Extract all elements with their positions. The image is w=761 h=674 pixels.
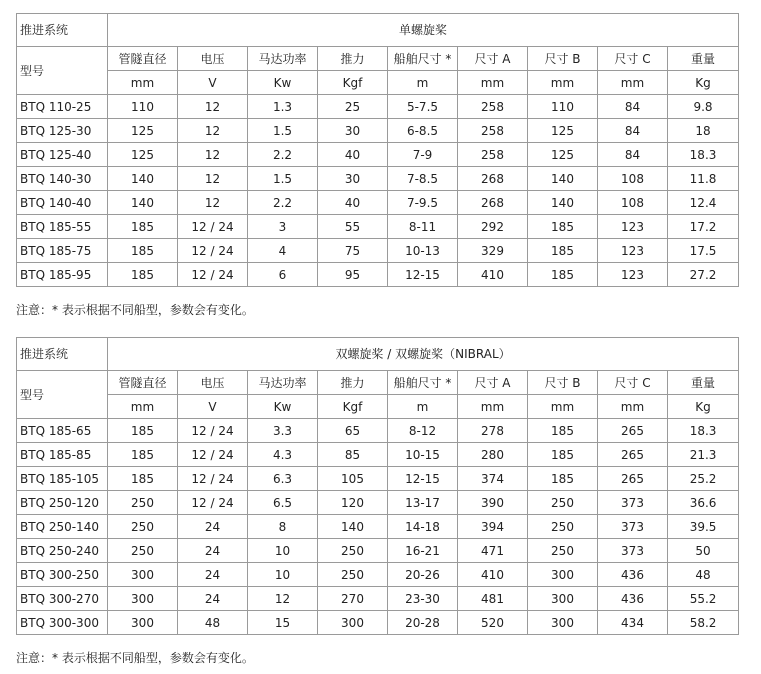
value-cell: 250 — [528, 539, 598, 563]
twin-propeller-spec-table — [16, 337, 739, 635]
value-cell: 394 — [458, 515, 528, 539]
unit-cell: mm — [108, 71, 178, 95]
model-cell: BTQ 300-250 — [17, 563, 108, 587]
value-cell: 1.5 — [248, 167, 318, 191]
table-row — [17, 191, 739, 215]
value-cell: 250 — [108, 491, 178, 515]
value-cell: 105 — [318, 467, 388, 491]
value-cell: 20-26 — [388, 563, 458, 587]
value-cell: 373 — [598, 491, 668, 515]
value-cell: 185 — [528, 239, 598, 263]
value-cell: 25.2 — [668, 467, 739, 491]
column-header: 重量 — [668, 47, 739, 71]
value-cell: 16-21 — [388, 539, 458, 563]
model-cell: BTQ 250-120 — [17, 491, 108, 515]
unit-cell: Kw — [248, 395, 318, 419]
unit-cell: mm — [598, 71, 668, 95]
value-cell: 268 — [458, 191, 528, 215]
value-cell: 24 — [178, 515, 248, 539]
table-row — [17, 95, 739, 119]
value-cell: 12 — [178, 143, 248, 167]
unit-cell: mm — [598, 395, 668, 419]
value-cell: 123 — [598, 239, 668, 263]
value-cell: 300 — [108, 611, 178, 635]
unit-row — [17, 71, 739, 95]
group-title: 双螺旋桨 / 双螺旋桨（NIBRAL） — [108, 338, 739, 371]
value-cell: 15 — [248, 611, 318, 635]
value-cell: 3.3 — [248, 419, 318, 443]
value-cell: 280 — [458, 443, 528, 467]
value-cell: 265 — [598, 467, 668, 491]
table-row — [17, 587, 739, 611]
value-cell: 1.3 — [248, 95, 318, 119]
column-header: 管隧直径 — [108, 47, 178, 71]
unit-cell: Kgf — [318, 71, 388, 95]
value-cell: 185 — [108, 467, 178, 491]
header-row — [17, 338, 739, 371]
value-cell: 18.3 — [668, 143, 739, 167]
value-cell: 7-9 — [388, 143, 458, 167]
value-cell: 108 — [598, 167, 668, 191]
value-cell: 25 — [318, 95, 388, 119]
table-row — [17, 539, 739, 563]
value-cell: 17.2 — [668, 215, 739, 239]
value-cell: 8-11 — [388, 215, 458, 239]
value-cell: 50 — [668, 539, 739, 563]
value-cell: 108 — [598, 191, 668, 215]
unit-cell: mm — [108, 395, 178, 419]
column-header: 电压 — [178, 47, 248, 71]
value-cell: 10-15 — [388, 443, 458, 467]
footnote: 注意：* 表示根据不同船型，参数会有变化。 — [16, 303, 254, 317]
value-cell: 30 — [318, 167, 388, 191]
value-cell: 10 — [248, 539, 318, 563]
model-cell: BTQ 300-300 — [17, 611, 108, 635]
value-cell: 40 — [318, 143, 388, 167]
value-cell: 95 — [318, 263, 388, 287]
header-row — [17, 14, 739, 47]
column-header: 尺寸 B — [528, 371, 598, 395]
value-cell: 1.5 — [248, 119, 318, 143]
value-cell: 12 — [178, 95, 248, 119]
value-cell: 373 — [598, 515, 668, 539]
value-cell: 5-7.5 — [388, 95, 458, 119]
value-cell: 258 — [458, 143, 528, 167]
value-cell: 258 — [458, 119, 528, 143]
single-propeller-spec-table — [16, 13, 739, 287]
value-cell: 436 — [598, 587, 668, 611]
value-cell: 125 — [528, 119, 598, 143]
model-cell: BTQ 250-240 — [17, 539, 108, 563]
column-header: 电压 — [178, 371, 248, 395]
value-cell: 84 — [598, 143, 668, 167]
value-cell: 4 — [248, 239, 318, 263]
table-row — [17, 515, 739, 539]
value-cell: 10 — [248, 563, 318, 587]
unit-cell: V — [178, 395, 248, 419]
unit-cell: mm — [528, 71, 598, 95]
value-cell: 12 / 24 — [178, 263, 248, 287]
value-cell: 410 — [458, 563, 528, 587]
column-header: 尺寸 C — [598, 371, 668, 395]
value-cell: 292 — [458, 215, 528, 239]
value-cell: 6-8.5 — [388, 119, 458, 143]
value-cell: 58.2 — [668, 611, 739, 635]
value-cell: 374 — [458, 467, 528, 491]
value-cell: 390 — [458, 491, 528, 515]
unit-cell: Kg — [668, 395, 739, 419]
value-cell: 6 — [248, 263, 318, 287]
value-cell: 55 — [318, 215, 388, 239]
value-cell: 520 — [458, 611, 528, 635]
column-header: 马达功率 — [248, 371, 318, 395]
column-header: 尺寸 B — [528, 47, 598, 71]
value-cell: 84 — [598, 95, 668, 119]
value-cell: 250 — [528, 515, 598, 539]
value-cell: 23-30 — [388, 587, 458, 611]
value-cell: 436 — [598, 563, 668, 587]
column-header: 尺寸 C — [598, 47, 668, 71]
model-cell: BTQ 185-95 — [17, 263, 108, 287]
value-cell: 185 — [528, 443, 598, 467]
value-cell: 12.4 — [668, 191, 739, 215]
value-cell: 8 — [248, 515, 318, 539]
value-cell: 140 — [108, 167, 178, 191]
value-cell: 12 — [178, 119, 248, 143]
value-cell: 300 — [108, 563, 178, 587]
value-cell: 12 / 24 — [178, 467, 248, 491]
value-cell: 3 — [248, 215, 318, 239]
table-row — [17, 263, 739, 287]
value-cell: 250 — [318, 539, 388, 563]
value-cell: 4.3 — [248, 443, 318, 467]
value-cell: 84 — [598, 119, 668, 143]
value-cell: 48 — [668, 563, 739, 587]
value-cell: 300 — [318, 611, 388, 635]
value-cell: 300 — [528, 611, 598, 635]
value-cell: 6.3 — [248, 467, 318, 491]
value-cell: 120 — [318, 491, 388, 515]
value-cell: 12 — [248, 587, 318, 611]
value-cell: 278 — [458, 419, 528, 443]
value-cell: 7-9.5 — [388, 191, 458, 215]
value-cell: 434 — [598, 611, 668, 635]
value-cell: 18.3 — [668, 419, 739, 443]
value-cell: 185 — [528, 263, 598, 287]
model-cell: BTQ 125-30 — [17, 119, 108, 143]
value-cell: 125 — [528, 143, 598, 167]
value-cell: 24 — [178, 563, 248, 587]
unit-cell: m — [388, 395, 458, 419]
value-cell: 12 / 24 — [178, 443, 248, 467]
value-cell: 125 — [108, 143, 178, 167]
value-cell: 185 — [108, 239, 178, 263]
model-cell: BTQ 185-55 — [17, 215, 108, 239]
value-cell: 123 — [598, 215, 668, 239]
value-cell: 265 — [598, 443, 668, 467]
unit-row — [17, 395, 739, 419]
value-cell: 55.2 — [668, 587, 739, 611]
model-cell: BTQ 185-85 — [17, 443, 108, 467]
value-cell: 12 — [178, 167, 248, 191]
value-cell: 373 — [598, 539, 668, 563]
value-cell: 270 — [318, 587, 388, 611]
value-cell: 140 — [318, 515, 388, 539]
value-cell: 24 — [178, 587, 248, 611]
value-cell: 110 — [108, 95, 178, 119]
model-cell: BTQ 140-40 — [17, 191, 108, 215]
value-cell: 10-13 — [388, 239, 458, 263]
value-cell: 300 — [528, 587, 598, 611]
value-cell: 185 — [528, 419, 598, 443]
value-cell: 12 — [178, 191, 248, 215]
value-cell: 17.5 — [668, 239, 739, 263]
value-cell: 11.8 — [668, 167, 739, 191]
column-header: 尺寸 A — [458, 371, 528, 395]
column-header-row — [17, 47, 739, 71]
table-row — [17, 563, 739, 587]
value-cell: 471 — [458, 539, 528, 563]
value-cell: 24 — [178, 539, 248, 563]
value-cell: 18 — [668, 119, 739, 143]
value-cell: 20-28 — [388, 611, 458, 635]
value-cell: 75 — [318, 239, 388, 263]
value-cell: 12-15 — [388, 467, 458, 491]
value-cell: 185 — [108, 443, 178, 467]
model-label: 型号 — [17, 47, 108, 95]
value-cell: 250 — [108, 515, 178, 539]
column-header: 马达功率 — [248, 47, 318, 71]
value-cell: 300 — [528, 563, 598, 587]
value-cell: 268 — [458, 167, 528, 191]
value-cell: 8-12 — [388, 419, 458, 443]
unit-cell: Kw — [248, 71, 318, 95]
value-cell: 13-17 — [388, 491, 458, 515]
table-row — [17, 491, 739, 515]
value-cell: 250 — [108, 539, 178, 563]
value-cell: 300 — [108, 587, 178, 611]
value-cell: 39.5 — [668, 515, 739, 539]
value-cell: 185 — [108, 215, 178, 239]
value-cell: 185 — [528, 467, 598, 491]
model-cell: BTQ 140-30 — [17, 167, 108, 191]
value-cell: 140 — [528, 167, 598, 191]
model-label: 型号 — [17, 371, 108, 419]
value-cell: 14-18 — [388, 515, 458, 539]
column-header: 船舶尺寸 * — [388, 47, 458, 71]
unit-cell: Kg — [668, 71, 739, 95]
value-cell: 125 — [108, 119, 178, 143]
system-label: 推进系统 — [17, 14, 108, 47]
model-cell: BTQ 185-75 — [17, 239, 108, 263]
value-cell: 12 / 24 — [178, 215, 248, 239]
value-cell: 12 / 24 — [178, 491, 248, 515]
value-cell: 6.5 — [248, 491, 318, 515]
value-cell: 36.6 — [668, 491, 739, 515]
value-cell: 7-8.5 — [388, 167, 458, 191]
table-row — [17, 467, 739, 491]
column-header: 推力 — [318, 371, 388, 395]
column-header: 重量 — [668, 371, 739, 395]
value-cell: 40 — [318, 191, 388, 215]
table-row — [17, 167, 739, 191]
unit-cell: V — [178, 71, 248, 95]
value-cell: 140 — [528, 191, 598, 215]
group-title: 单螺旋桨 — [108, 14, 739, 47]
model-cell: BTQ 110-25 — [17, 95, 108, 119]
column-header: 管隧直径 — [108, 371, 178, 395]
table-row — [17, 443, 739, 467]
value-cell: 12 / 24 — [178, 239, 248, 263]
value-cell: 21.3 — [668, 443, 739, 467]
value-cell: 12-15 — [388, 263, 458, 287]
value-cell: 258 — [458, 95, 528, 119]
value-cell: 481 — [458, 587, 528, 611]
value-cell: 2.2 — [248, 143, 318, 167]
footnote: 注意：* 表示根据不同船型，参数会有变化。 — [16, 651, 254, 665]
unit-cell: mm — [528, 395, 598, 419]
table-row — [17, 215, 739, 239]
column-header: 推力 — [318, 47, 388, 71]
value-cell: 250 — [528, 491, 598, 515]
value-cell: 9.8 — [668, 95, 739, 119]
model-cell: BTQ 185-65 — [17, 419, 108, 443]
value-cell: 123 — [598, 263, 668, 287]
unit-cell: Kgf — [318, 395, 388, 419]
value-cell: 185 — [108, 419, 178, 443]
value-cell: 2.2 — [248, 191, 318, 215]
value-cell: 12 / 24 — [178, 419, 248, 443]
value-cell: 185 — [108, 263, 178, 287]
value-cell: 250 — [318, 563, 388, 587]
value-cell: 140 — [108, 191, 178, 215]
table-row — [17, 419, 739, 443]
model-cell: BTQ 185-105 — [17, 467, 108, 491]
value-cell: 110 — [528, 95, 598, 119]
model-cell: BTQ 300-270 — [17, 587, 108, 611]
value-cell: 410 — [458, 263, 528, 287]
value-cell: 30 — [318, 119, 388, 143]
column-header: 尺寸 A — [458, 47, 528, 71]
table-row — [17, 611, 739, 635]
unit-cell: mm — [458, 395, 528, 419]
table-row — [17, 239, 739, 263]
model-cell: BTQ 125-40 — [17, 143, 108, 167]
unit-cell: m — [388, 71, 458, 95]
column-header-row — [17, 371, 739, 395]
value-cell: 185 — [528, 215, 598, 239]
system-label: 推进系统 — [17, 338, 108, 371]
value-cell: 65 — [318, 419, 388, 443]
value-cell: 48 — [178, 611, 248, 635]
table-row — [17, 119, 739, 143]
unit-cell: mm — [458, 71, 528, 95]
value-cell: 265 — [598, 419, 668, 443]
model-cell: BTQ 250-140 — [17, 515, 108, 539]
table-row — [17, 143, 739, 167]
column-header: 船舶尺寸 * — [388, 371, 458, 395]
value-cell: 329 — [458, 239, 528, 263]
value-cell: 85 — [318, 443, 388, 467]
value-cell: 27.2 — [668, 263, 739, 287]
